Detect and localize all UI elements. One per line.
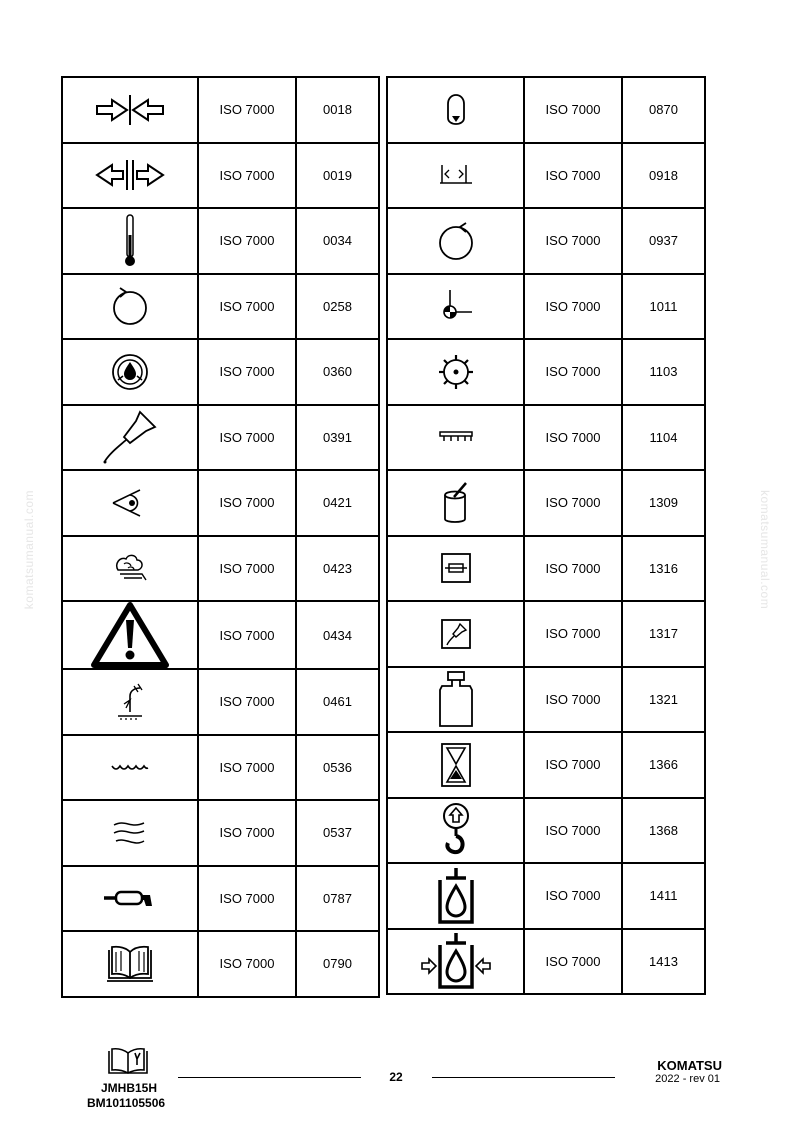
table-row — [62, 77, 379, 143]
code-cell: 1411 — [622, 863, 705, 929]
standard-cell: ISO 7000 — [524, 77, 622, 143]
document-code: BM101105506 — [87, 1096, 166, 1110]
toothed-wheel-icon — [436, 352, 476, 392]
air-flow-icon — [112, 817, 148, 849]
standard-cell: ISO 7000 — [198, 143, 296, 209]
table-row — [62, 208, 379, 274]
code-cell: 0790 — [296, 931, 379, 997]
table-row — [387, 929, 705, 995]
brand-name: KOMATSU — [657, 1058, 722, 1073]
standard-cell: ISO 7000 — [198, 866, 296, 932]
code-cell: 0434 — [296, 601, 379, 669]
code-cell: 0391 — [296, 405, 379, 471]
accumulator-icon — [444, 90, 468, 130]
table-row — [387, 601, 705, 667]
code-cell: 0461 — [296, 669, 379, 735]
page-number: 22 — [389, 1070, 403, 1084]
standard-cell: ISO 7000 — [198, 931, 296, 997]
read-manual-book-icon — [106, 944, 154, 984]
code-cell: 0537 — [296, 800, 379, 866]
code-cell: 1321 — [622, 667, 705, 733]
code-cell: 1368 — [622, 798, 705, 864]
manual-book-icon — [107, 1047, 149, 1077]
grease-container-icon — [440, 481, 472, 525]
center-of-gravity-icon — [438, 288, 474, 324]
standard-cell: ISO 7000 — [524, 732, 622, 798]
table-row — [62, 669, 379, 735]
table-row — [387, 208, 705, 274]
width-dimension-icon — [438, 163, 474, 187]
code-cell: 1316 — [622, 536, 705, 602]
watermark-right: komatsumanual.com — [758, 490, 772, 610]
standard-cell: ISO 7000 — [198, 470, 296, 536]
standard-cell: ISO 7000 — [198, 77, 296, 143]
code-cell: 1317 — [622, 601, 705, 667]
code-cell: 1104 — [622, 405, 705, 471]
table-row — [387, 536, 705, 602]
footer-divider — [432, 1077, 615, 1078]
table-row — [62, 536, 379, 602]
table-row — [62, 601, 379, 669]
clockwise-rotation-icon — [110, 286, 150, 326]
table-row — [387, 143, 705, 209]
standard-cell: ISO 7000 — [198, 208, 296, 274]
code-cell: 0019 — [296, 143, 379, 209]
table-row — [387, 77, 705, 143]
standard-cell: ISO 7000 — [524, 667, 622, 733]
standard-cell: ISO 7000 — [198, 735, 296, 801]
code-cell: 1309 — [622, 470, 705, 536]
code-cell: 0870 — [622, 77, 705, 143]
standard-cell: ISO 7000 — [198, 405, 296, 471]
table-row — [387, 405, 705, 471]
code-cell: 1011 — [622, 274, 705, 340]
code-cell: 1103 — [622, 339, 705, 405]
footer-divider — [178, 1077, 361, 1078]
code-cell: 0034 — [296, 208, 379, 274]
counterclockwise-rotation-icon — [436, 221, 476, 261]
table-row — [387, 667, 705, 733]
standard-cell: ISO 7000 — [524, 339, 622, 405]
code-cell: 0423 — [296, 536, 379, 602]
table-row — [62, 470, 379, 536]
table-row — [387, 274, 705, 340]
table-row — [62, 866, 379, 932]
table-row — [62, 405, 379, 471]
thermometer-icon — [120, 213, 140, 269]
table-row — [62, 143, 379, 209]
standard-cell: ISO 7000 — [524, 470, 622, 536]
grease-nipple-bar-icon — [438, 430, 474, 444]
code-cell: 1413 — [622, 929, 705, 995]
standard-cell: ISO 7000 — [198, 800, 296, 866]
watermark-left: komatsumanual.com — [22, 490, 36, 610]
table-row — [387, 732, 705, 798]
hydraulic-oil-icon — [110, 352, 150, 392]
code-cell: 1366 — [622, 732, 705, 798]
hydraulic-press-pressure-icon — [420, 931, 492, 991]
table-row — [62, 931, 379, 997]
standard-cell: ISO 7000 — [198, 601, 296, 669]
model-code: JMHB15H — [101, 1081, 158, 1095]
table-row — [62, 800, 379, 866]
standard-cell: ISO 7000 — [524, 863, 622, 929]
welding-icon — [112, 682, 148, 722]
standard-cell: ISO 7000 — [524, 208, 622, 274]
code-cell: 0918 — [622, 143, 705, 209]
table-row — [62, 735, 379, 801]
table-row — [62, 274, 379, 340]
standard-cell: ISO 7000 — [198, 274, 296, 340]
fuse-icon — [440, 552, 472, 584]
table-row — [387, 863, 705, 929]
symbol-table-right — [386, 76, 706, 995]
standard-cell: ISO 7000 — [524, 143, 622, 209]
lifting-hook-icon — [440, 802, 472, 858]
cleaning-hand-icon — [112, 552, 148, 584]
oil-can-icon — [102, 409, 158, 465]
warning-triangle-icon — [91, 602, 169, 668]
revision-label: 2022 - rev 01 — [655, 1073, 720, 1085]
table-row — [387, 339, 705, 405]
standard-cell: ISO 7000 — [524, 798, 622, 864]
table-row — [387, 470, 705, 536]
standard-cell: ISO 7000 — [198, 339, 296, 405]
standard-cell: ISO 7000 — [524, 929, 622, 995]
hydraulic-press-icon — [436, 866, 476, 926]
code-cell: 0937 — [622, 208, 705, 274]
code-cell: 0018 — [296, 77, 379, 143]
code-cell: 0421 — [296, 470, 379, 536]
water-level-icon — [110, 760, 150, 774]
symbol-table-left — [61, 76, 380, 998]
brake-apply-icon — [95, 157, 165, 193]
code-cell: 0360 — [296, 339, 379, 405]
standard-cell: ISO 7000 — [524, 274, 622, 340]
standard-cell: ISO 7000 — [524, 536, 622, 602]
code-cell: 0258 — [296, 274, 379, 340]
standard-cell: ISO 7000 — [198, 669, 296, 735]
lubrication-point-icon — [440, 618, 472, 650]
code-cell: 0536 — [296, 735, 379, 801]
standard-cell: ISO 7000 — [198, 536, 296, 602]
code-cell: 0787 — [296, 866, 379, 932]
hourglass-icon — [440, 742, 472, 788]
weight-icon — [438, 670, 474, 728]
standard-cell: ISO 7000 — [524, 405, 622, 471]
table-row — [62, 339, 379, 405]
standard-cell: ISO 7000 — [524, 601, 622, 667]
brake-release-icon — [95, 92, 165, 128]
grease-gun-icon — [102, 886, 158, 910]
visual-check-eye-icon — [110, 487, 150, 519]
table-row — [387, 798, 705, 864]
